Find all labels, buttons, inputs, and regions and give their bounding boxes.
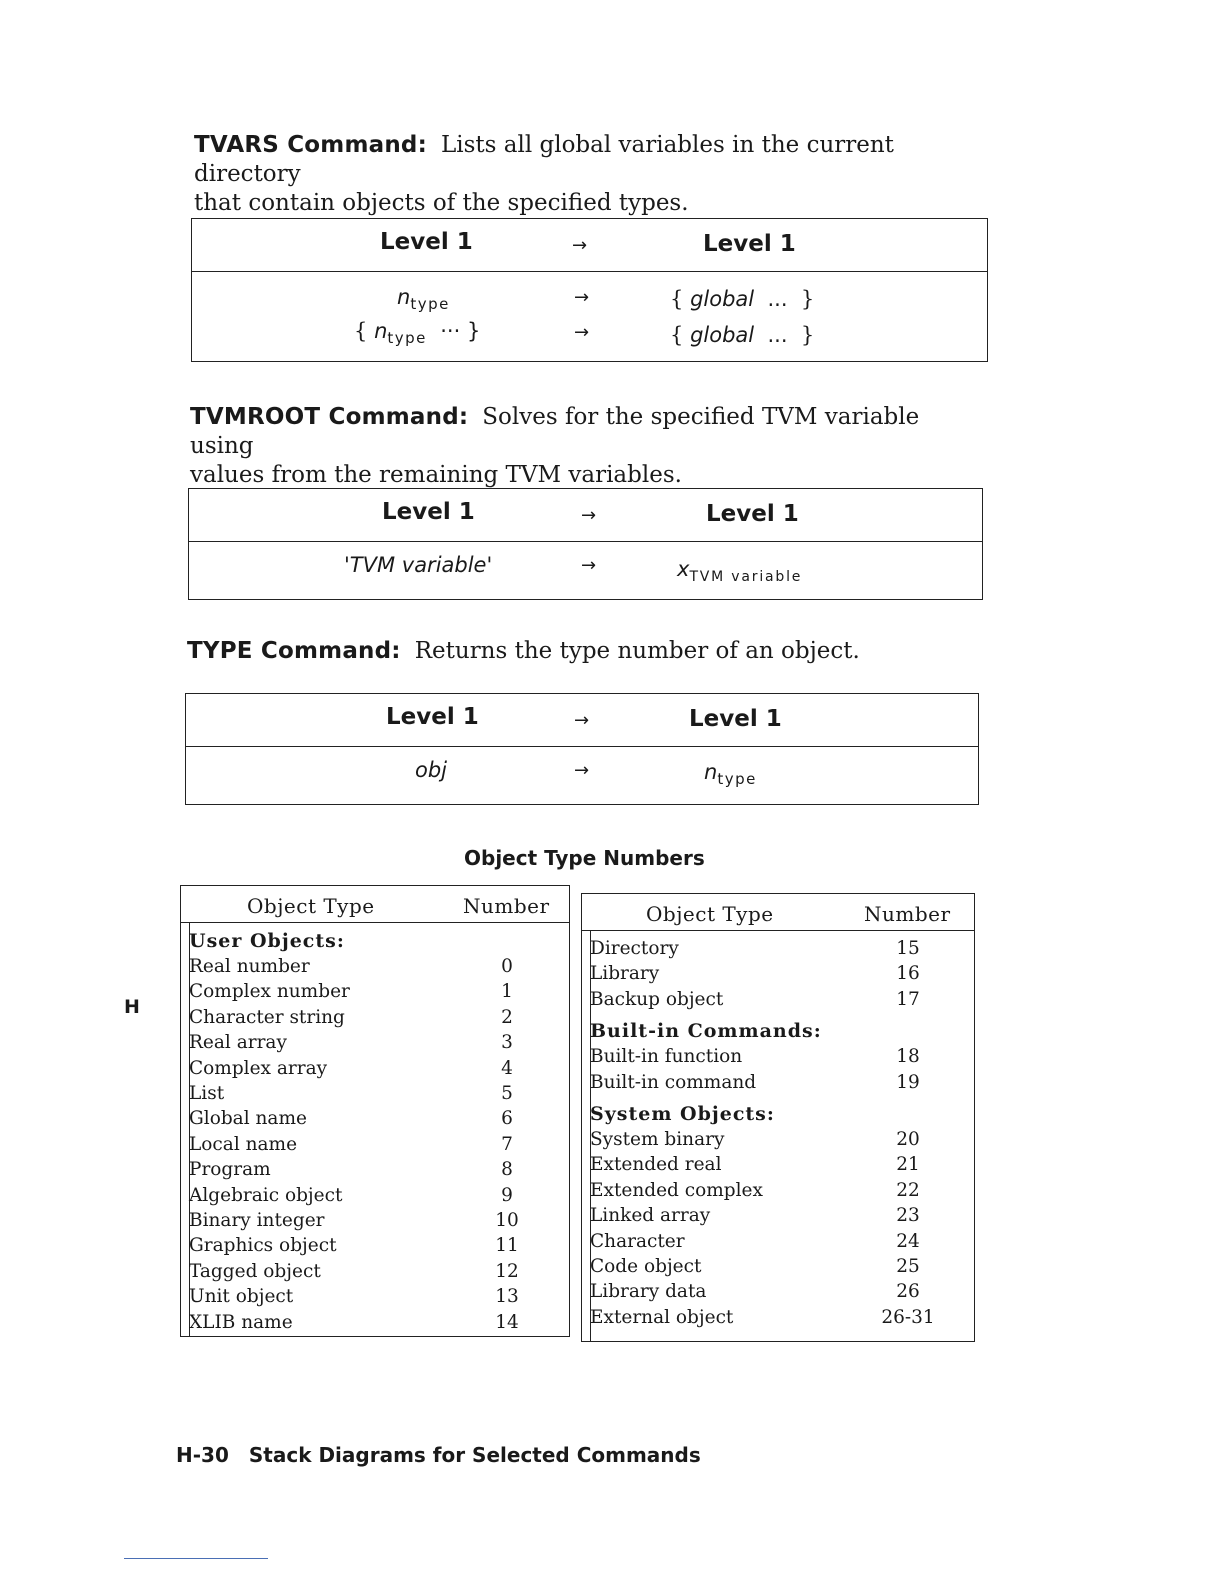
group-label: User Objects: <box>189 930 345 952</box>
object-type-name: Real number <box>189 956 310 977</box>
object-type-row <box>582 989 974 1014</box>
object-type-row <box>181 1235 569 1260</box>
tvars-header-arrow: → <box>572 235 588 256</box>
object-type-row <box>582 1281 974 1306</box>
tvmroot-row-input: 'TVM variable' <box>344 553 493 577</box>
object-type-row <box>181 956 569 981</box>
object-type-number: 25 <box>896 1256 920 1277</box>
object-type-row <box>181 1032 569 1057</box>
object-type-name: Extended complex <box>590 1179 763 1201</box>
type-header-arrow: → <box>574 710 590 731</box>
object-type-name: Global name <box>189 1108 307 1130</box>
tvmroot-header-output: Level 1 <box>706 501 799 527</box>
object-type-row <box>582 1205 974 1230</box>
object-type-number: 7 <box>501 1133 513 1155</box>
object-type-number: 19 <box>896 1071 920 1093</box>
object-type-number: 8 <box>501 1159 513 1181</box>
col-number: Number <box>864 902 951 926</box>
type-row-input: obj <box>415 758 448 782</box>
object-type-name: Extended real <box>590 1154 722 1176</box>
object-type-row <box>181 1312 569 1337</box>
type-stack-diagram <box>185 693 979 805</box>
object-type-row <box>181 1286 569 1311</box>
object-type-name: Character string <box>189 1006 345 1028</box>
col-number: Number <box>463 894 550 918</box>
tvmroot-stack-diagram <box>188 488 983 600</box>
object-type-name: Binary integer <box>189 1210 325 1231</box>
object-type-name: Complex array <box>189 1057 328 1079</box>
object-type-number: 14 <box>495 1311 519 1333</box>
object-type-number: 17 <box>896 988 920 1010</box>
tvars-stack-header <box>192 219 987 272</box>
object-type-group-heading <box>582 1020 974 1045</box>
object-type-row <box>181 1134 569 1159</box>
tvars-row2-arrow: → <box>574 322 590 343</box>
object-type-table-right-header <box>582 894 974 931</box>
object-type-name: List <box>189 1083 225 1104</box>
object-type-name: Real array <box>189 1032 287 1054</box>
object-type-name: Directory <box>590 938 679 959</box>
object-type-row <box>582 1231 974 1256</box>
type-command-name: TYPE Command: <box>187 638 401 664</box>
type-header-output: Level 1 <box>689 706 782 732</box>
object-type-name: Built-in command <box>590 1071 757 1093</box>
object-type-row <box>582 1180 974 1205</box>
object-type-row <box>181 1007 569 1032</box>
tvmroot-row-arrow: → <box>581 555 597 576</box>
object-type-number: 2 <box>501 1006 513 1028</box>
object-type-name: Graphics object <box>189 1235 337 1257</box>
object-type-number: 13 <box>495 1286 519 1308</box>
object-type-group-heading <box>181 930 569 955</box>
object-type-row <box>181 1210 569 1235</box>
group-label: Built-in Commands: <box>590 1020 822 1043</box>
object-type-number: 22 <box>896 1179 920 1201</box>
tvars-row1-output: { global ... } <box>670 287 815 311</box>
tvars-command-name: TVARS Command: <box>194 132 427 158</box>
object-type-row <box>181 1185 569 1210</box>
tvars-stack-diagram <box>191 218 988 362</box>
object-type-name: Tagged object <box>189 1260 321 1282</box>
object-type-number: 26-31 <box>881 1306 935 1328</box>
object-type-name: Program <box>189 1159 271 1181</box>
object-type-number: 24 <box>896 1230 920 1252</box>
object-type-number: 10 <box>495 1210 519 1231</box>
object-type-row <box>582 1072 974 1097</box>
object-type-name: External object <box>590 1306 734 1328</box>
type-row-arrow: → <box>574 760 590 781</box>
tvmroot-header-input: Level 1 <box>382 499 475 525</box>
tvars-row1-input: $n_{type}$ <box>397 285 450 313</box>
tvmroot-row-output: $x_{TVM variable}$ <box>677 557 803 585</box>
object-type-name: Built-in function <box>590 1046 743 1068</box>
object-type-name: Complex number <box>189 981 350 1003</box>
type-row-output: $n_{type}$ <box>704 760 757 788</box>
object-type-name: Library <box>590 963 660 985</box>
object-type-number: 0 <box>501 956 513 977</box>
tvmroot-header-arrow: → <box>581 505 597 526</box>
group-label: System Objects: <box>590 1103 775 1125</box>
tvars-header-input: Level 1 <box>380 229 473 255</box>
object-type-row <box>181 1083 569 1108</box>
object-type-number: 21 <box>896 1154 920 1176</box>
tvmroot-desc-line2: values from the remaining TVM variables. <box>190 462 682 488</box>
tvmroot-desc-line1: Solves for the specified TVM variable using <box>190 404 920 459</box>
object-type-numbers-title: Object Type Numbers <box>464 846 705 870</box>
object-type-number: 1 <box>501 981 513 1003</box>
object-type-name: Local name <box>189 1133 298 1155</box>
object-type-number: 9 <box>501 1184 513 1206</box>
section-tab-letter: H <box>124 996 140 1018</box>
page-footer-title: Stack Diagrams for Selected Commands <box>248 1443 701 1467</box>
object-type-group-heading <box>582 1103 974 1128</box>
tvars-header-output: Level 1 <box>703 231 796 257</box>
type-header-input: Level 1 <box>386 704 479 730</box>
object-type-name: Algebraic object <box>189 1184 343 1206</box>
object-type-row <box>181 1261 569 1286</box>
object-type-number: 18 <box>896 1046 920 1068</box>
object-type-row <box>582 1129 974 1154</box>
object-type-number: 15 <box>896 938 920 959</box>
object-type-name: System binary <box>590 1129 725 1150</box>
object-type-name: Linked array <box>590 1205 711 1227</box>
object-type-number: 6 <box>501 1108 513 1130</box>
object-type-row <box>582 938 974 963</box>
object-type-name: Unit object <box>189 1286 294 1308</box>
footer-rule <box>124 1558 268 1559</box>
type-description <box>187 637 987 666</box>
object-type-number: 11 <box>495 1235 519 1257</box>
col-object-type: Object Type <box>646 902 774 926</box>
tvars-desc-line2: that contain objects of the specified types. <box>194 190 689 216</box>
page-number: H-30 <box>176 1443 229 1467</box>
tvars-row2-output: { global ... } <box>670 323 815 347</box>
tvmroot-command-name: TVMROOT Command: <box>190 404 469 430</box>
object-type-row <box>582 1307 974 1332</box>
page-footer <box>176 1443 701 1467</box>
object-type-table-left-header <box>181 886 569 923</box>
object-type-number: 23 <box>896 1205 920 1227</box>
object-type-row <box>582 1154 974 1179</box>
tvars-desc-line1: Lists all global variables in the current directory <box>194 132 894 187</box>
object-type-name: Code object <box>590 1256 702 1277</box>
object-type-number: 4 <box>501 1057 513 1079</box>
object-type-name: Library data <box>590 1281 707 1303</box>
object-type-row <box>181 1159 569 1184</box>
object-type-number: 3 <box>501 1032 513 1054</box>
object-type-row <box>181 1108 569 1133</box>
tvars-row1-arrow: → <box>574 287 590 308</box>
object-type-number: 26 <box>896 1281 920 1303</box>
object-type-table-right <box>581 893 975 1342</box>
object-type-table-left <box>180 885 570 1337</box>
tvars-description <box>194 131 994 218</box>
object-type-row <box>181 981 569 1006</box>
object-type-row <box>582 1046 974 1071</box>
object-type-row <box>582 1256 974 1281</box>
object-type-row <box>582 963 974 988</box>
tvars-row2-input: { $n_{type}$ ··· } <box>354 319 481 347</box>
type-desc-line1: Returns the type number of an object. <box>414 638 860 664</box>
col-object-type: Object Type <box>247 894 375 918</box>
object-type-name: Backup object <box>590 988 724 1010</box>
object-type-row <box>181 1058 569 1083</box>
object-type-number: 16 <box>896 963 920 985</box>
object-type-number: 5 <box>501 1083 513 1104</box>
object-type-number: 20 <box>896 1129 920 1150</box>
object-type-number: 12 <box>495 1260 519 1282</box>
object-type-name: Character <box>590 1230 685 1252</box>
tvmroot-description <box>190 403 990 490</box>
object-type-name: XLIB name <box>189 1311 293 1333</box>
